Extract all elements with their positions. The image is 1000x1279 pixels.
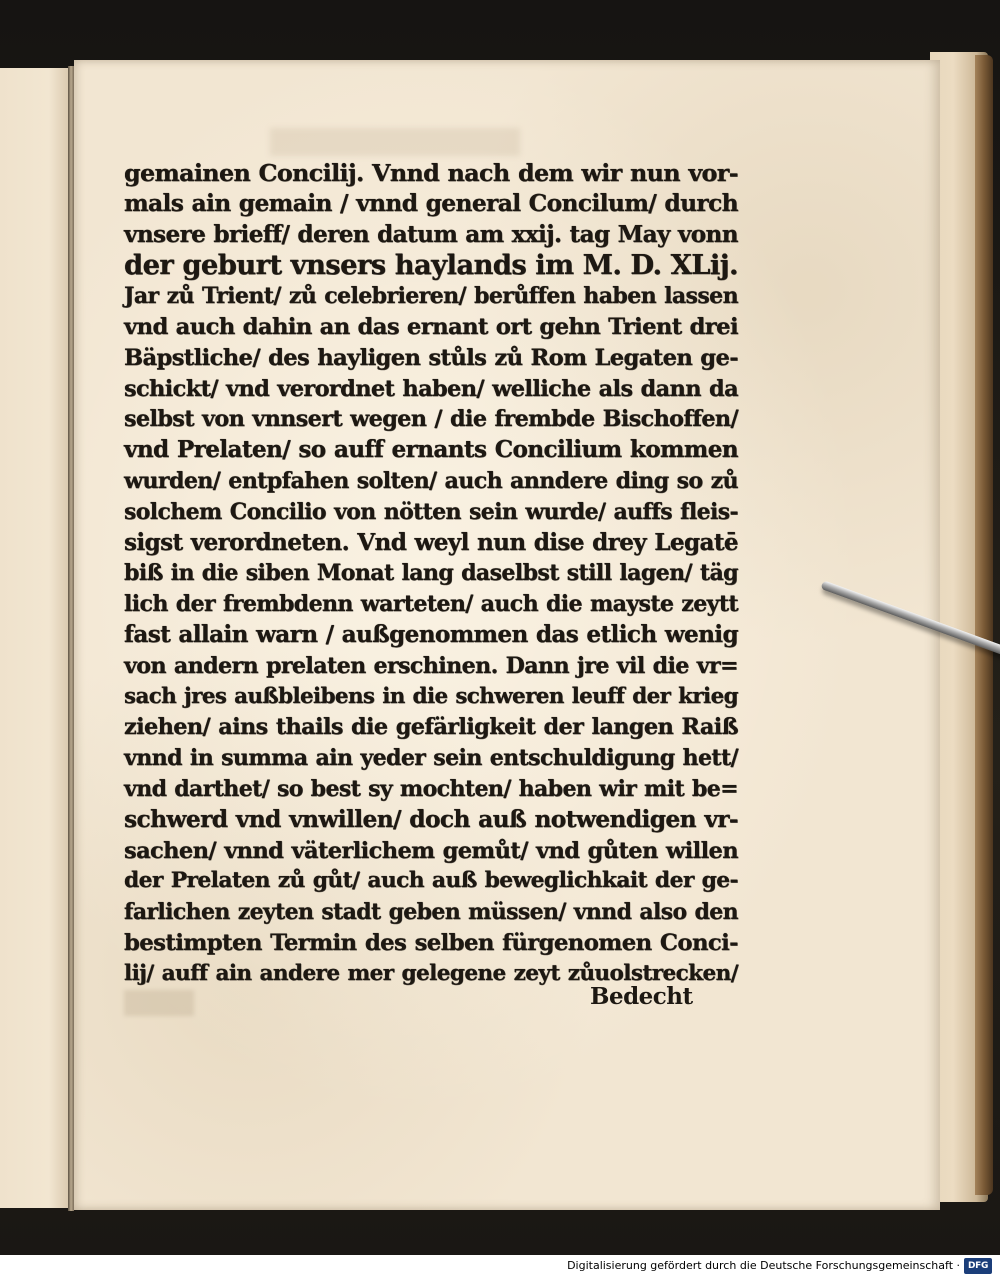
footer-banner (0, 1255, 1000, 1279)
dfg-logo: DFG (964, 1258, 992, 1274)
text-line: von andern prelaten erschinen. Dann jre vil die vr= (124, 652, 738, 679)
text-line: sigst verordneten. Vnd weyl nun dise drey Legatē (124, 528, 738, 556)
body-text-block (124, 158, 738, 990)
text-line: lij/ auff ain andere mer gelegene zeyt zůuolstrecken/ (124, 960, 738, 986)
text-line: Bäpstliche/ des hayligen stůls zů Rom Legaten ge‑ (124, 344, 738, 371)
text-line: fast allain warn / außgenommen das etlich wenig (124, 620, 738, 648)
text-line: vnsere brieff/ deren datum am xxij. tag May vonn (124, 220, 738, 248)
text-line: bestimpten Termin des selben fürgenomen Conci‑ (124, 929, 738, 956)
text-line: schickt/ vnd verordnet haben/ welliche als dann da (124, 375, 738, 402)
text-line: selbst von vnnsert wegen / die frembde Bischoffen/ (124, 406, 738, 433)
text-line: ziehen/ ains thails die gefärligkeit der langen Raiß (124, 714, 738, 741)
text-line: farlichen zeyten stadt geben müssen/ vnnd also den (124, 899, 738, 926)
bleed-through-marks-bottom (124, 990, 194, 1016)
text-line: sach jres außbleibens in die schweren leuff der krieg (124, 683, 738, 709)
text-line: lich der frembdenn warteten/ auch die mayste zeytt (124, 591, 738, 618)
text-line: gemainen Concilij. Vnnd nach dem wir nun vor‑ (124, 159, 738, 187)
text-line: sachen/ vnnd väterlichem gemůt/ vnd gůten willen (124, 837, 738, 864)
text-line: vnd darthet/ so best sy mochten/ haben wir mit be= (124, 775, 738, 802)
text-line: schwerd vnd vnwillen/ doch auß notwendigen vr‑ (124, 805, 738, 833)
text-line: biß in die siben Monat lang daselbst still lagen/ täg (124, 560, 738, 587)
text-line: vnd Prelaten/ so auff ernants Concilium kommen (124, 436, 738, 464)
text-line: der Prelaten zů gůt/ auch auß beweglichkait der ge‑ (124, 868, 738, 894)
text-line: solchem Concilio von nötten sein wurde/ auffs fleis‑ (124, 498, 738, 525)
text-line: der geburt vnsers haylands im M. D. XLij. (124, 249, 738, 282)
text-line: vnnd in summa ain yeder sein entschuldigung hett/ (124, 745, 738, 772)
catchword: Bedecht (590, 983, 693, 1010)
book-cover-edge (975, 55, 993, 1195)
left-facing-page (0, 68, 72, 1208)
text-line: wurden/ entpfahen solten/ auch anndere ding so zů (124, 467, 738, 494)
text-line: vnd auch dahin an das ernant ort gehn Trient drei (124, 313, 738, 340)
bleed-through-marks (270, 128, 520, 156)
text-line: Jar zů Trient/ zů celebrieren/ berůffen haben lassen (124, 283, 738, 310)
funding-credit: Digitalisierung gefördert durch die Deutsche Forschungsgemeinschaft · (567, 1259, 960, 1272)
text-line: mals ain gemain / vnnd general Concilum/ durch (124, 189, 738, 217)
